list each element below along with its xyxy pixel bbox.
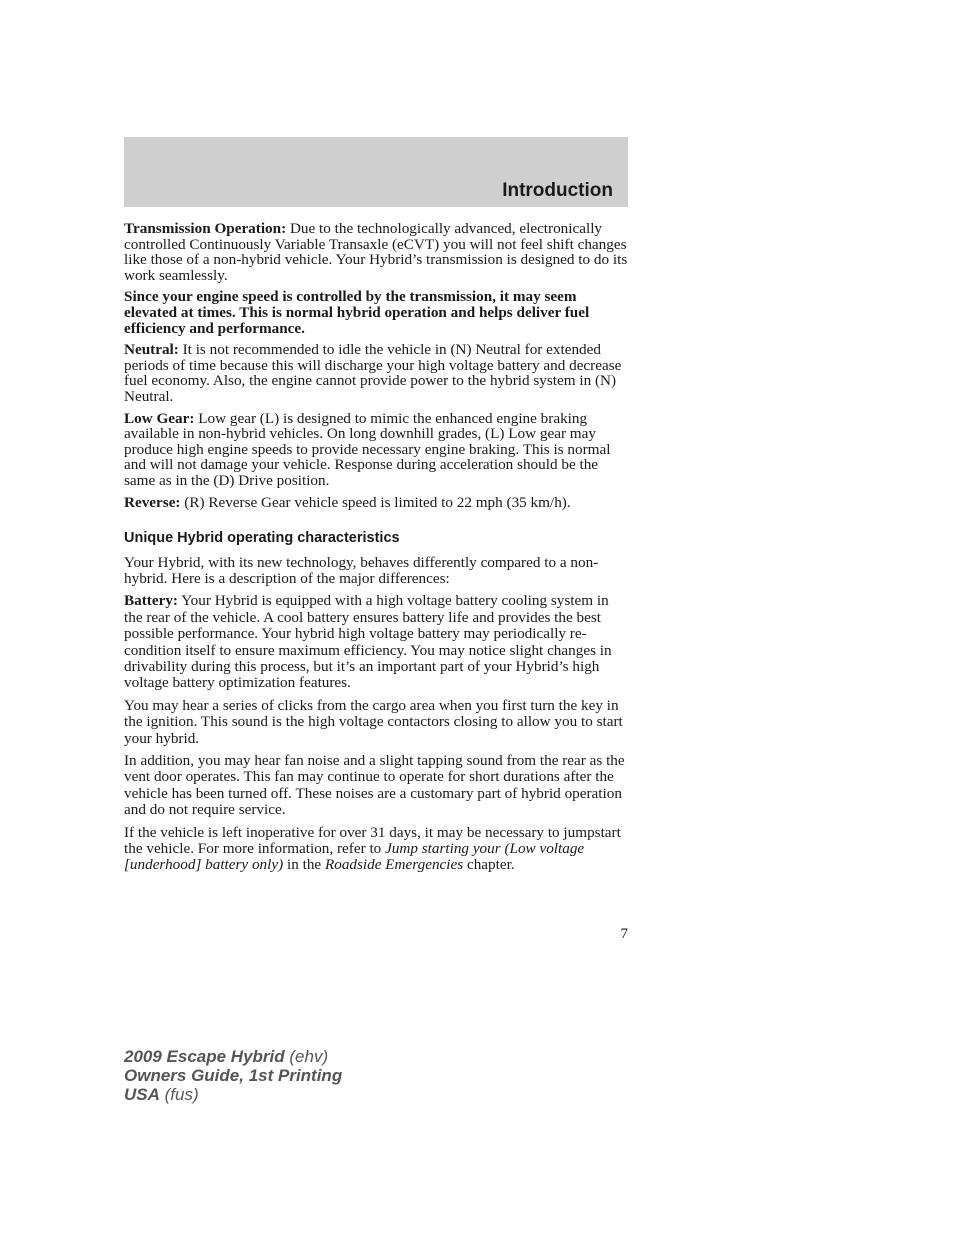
footer-market-code: (fus) [159,1085,199,1104]
footer-market: USA [124,1085,160,1104]
transmission-paragraph [124,221,628,283]
jumpstart-reference-link: Jump starting your (Low voltage [underhood] battery only) [124,840,585,874]
footer-line-1 [124,1047,342,1066]
fan-noise-paragraph: In addition, you may hear fan noise and a slight tapping sound from the rear as the vent door operates. This fan may continue to operate for short durations after the vehicle has been turned off. These noises are a customary part of hybrid operation and do not require service. [124,751,625,819]
low-gear-paragraph [124,411,628,489]
footer-model-code: (ehv) [284,1047,329,1066]
jumpstart-paragraph [124,825,628,874]
footer-line-2 [124,1066,342,1085]
reverse-paragraph [124,495,628,511]
page-content [124,221,628,880]
battery-label: Battery: [124,592,178,610]
engine-speed-note: Since your engine speed is controlled by the transmission, it may seem elevated at times. This is normal hybrid operation and helps deliver fuel efficiency and performance. [124,288,590,337]
battery-text: Your Hybrid is equipped with a high voltage battery cooling system in the rear of the vehicle. A cool battery ensures battery life and provides the best possible performance. Your hybrid high voltage battery may periodically re-condition itself to ensure maximum efficiency. You may notice slight changes in drivability during this process, but it’s an important part of your Hybrid’s high voltage battery optimization features. [124,592,612,692]
unique-intro-paragraph: Your Hybrid, with its new technology, behaves differently compared to a non-hybrid. Here is a description of the major differences: [124,553,599,587]
document-footer [124,1047,342,1104]
jumpstart-text-3: chapter. [463,856,515,874]
jumpstart-text-2: in the [283,856,325,874]
neutral-text: It is not recommended to idle the vehicle in (N) Neutral for extended periods of time because this will discharge your high voltage battery and decrease fuel economy. Also, the engine cannot provide power to the hybrid system in (N) Neutral. [124,341,622,405]
unique-characteristics-heading: Unique Hybrid operating characteristics [124,529,400,546]
footer-model: 2009 Escape Hybrid [124,1047,285,1066]
transmission-label: Transmission Operation: [124,220,287,237]
section-title: Introduction [502,180,613,201]
reverse-label: Reverse: [124,493,181,511]
roadside-emergencies-reference: Roadside Emergencies [324,856,464,874]
footer-line-3 [124,1085,342,1104]
neutral-paragraph [124,342,628,404]
section-header-band [124,137,628,207]
low-gear-text: Low gear (L) is designed to mimic the enhanced engine braking available in non-hybrid vehicles. On long downhill grades, (L) Low gear may produce high engine speeds to provide necessary engine braking. This is normal and will not damage your vehicle. Response during acceleration should be the same as in the (D) Drive position. [124,409,611,489]
reverse-text: (R) Reverse Gear vehicle speed is limited to 22 mph (35 km/h). [180,493,571,511]
transmission-text: Due to the technologically advanced, electronically controlled Continuously Variable Transaxle (eCVT) you will not feel shift changes like those of a non-hybrid vehicle. Your Hybrid’s transmission is designed to do its work seamlessly. [124,220,628,284]
battery-paragraph [124,593,628,691]
neutral-label: Neutral: [124,341,179,359]
footer-printing: Owners Guide, 1st Printing [124,1066,343,1085]
clicks-paragraph: You may hear a series of clicks from the cargo area when you first turn the key in the ignition. This sound is the high voltage contactors closing to allow you to start your hybrid. [124,696,623,747]
jumpstart-text-1: If the vehicle is left inoperative for over 31 days, it may be necessary to jumpstart the vehicle. For more information, refer to [124,823,621,857]
low-gear-label: Low Gear: [124,409,195,427]
page-number: 7 [620,926,628,942]
